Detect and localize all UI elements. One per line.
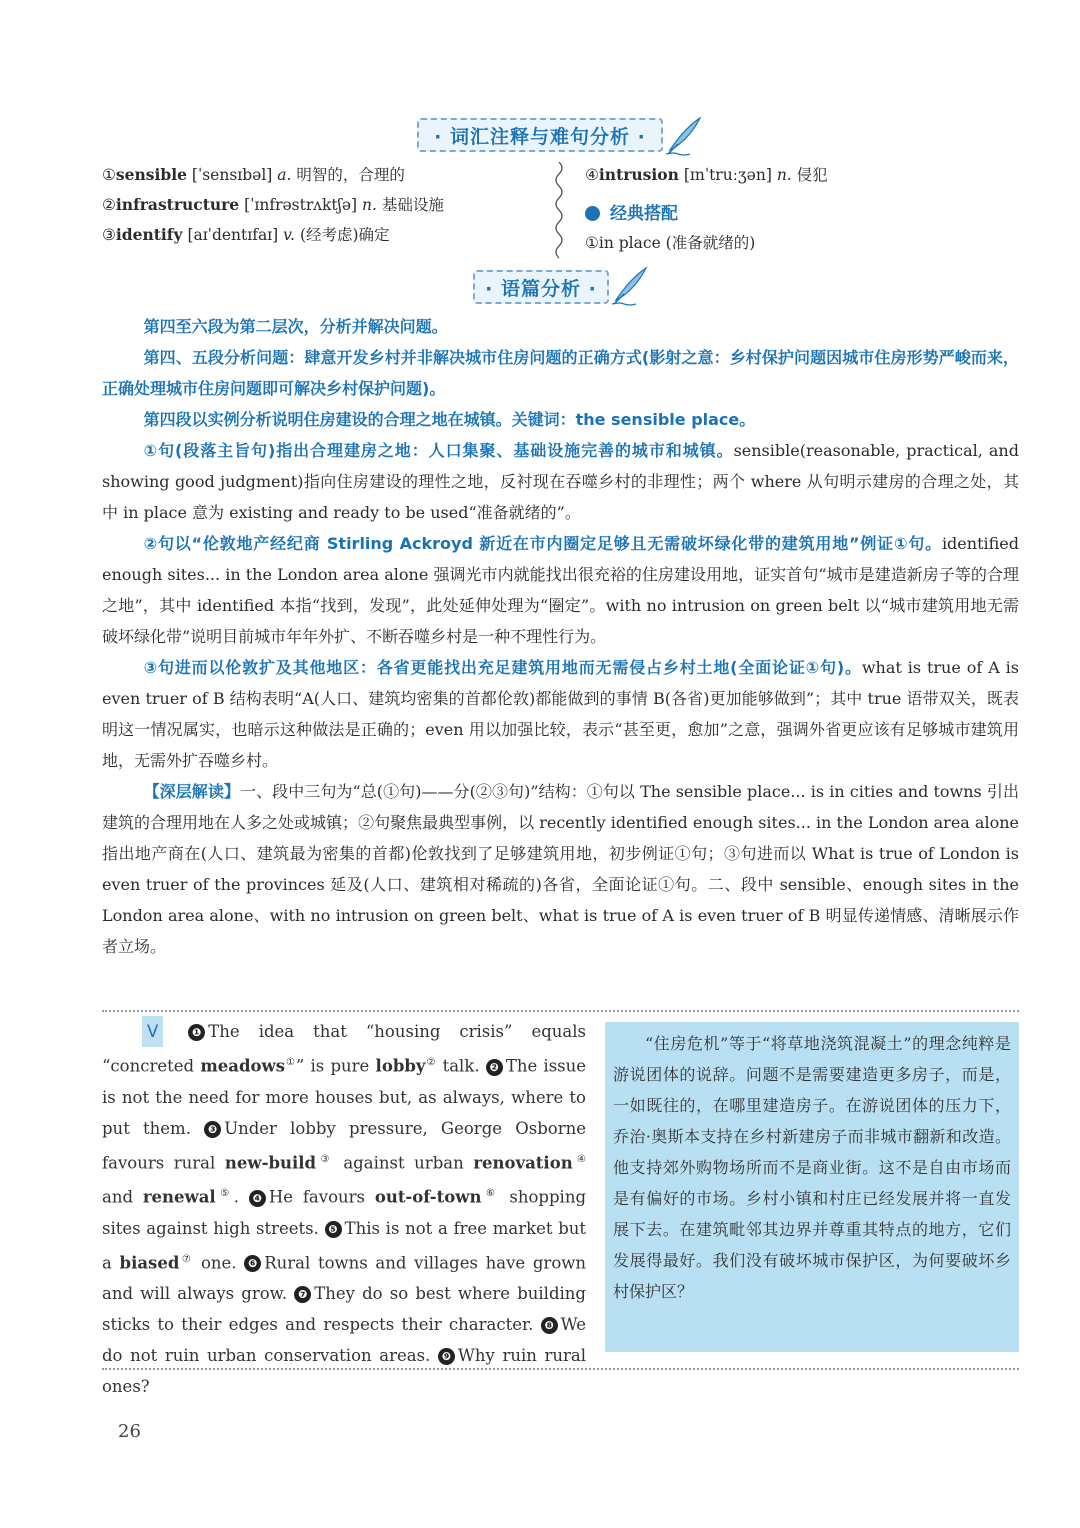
vocab-item: ③identify [aɪˈdentɪfaɪ] v. (经考虑)确定	[102, 225, 390, 244]
divider-top	[102, 1010, 1019, 1012]
vocab-section-header	[417, 118, 663, 152]
vocab-item: ④intrusion [ɪnˈtruːʒən] n. 侵犯	[585, 165, 828, 184]
page-number: 26	[118, 1421, 141, 1442]
vocab-item: ①sensible [ˈsensɪbəl] a. 明智的，合理的	[102, 165, 405, 184]
analysis-paragraph: ①句(段落主旨句)指出合理建房之地：人口集聚、基础设施完善的城市和城镇。sensible(reasonable, practical, and showing good judgment)指向住房建设的理性之地，反衬现在吞噬乡村的非理性；两个 where 从句明示建房的合理之处，其中 in place 意为 existing and ready to be used“准备就绪的”。	[102, 441, 1019, 522]
quill-pen-icon	[610, 264, 650, 306]
bullet-dot-icon	[585, 206, 600, 221]
analysis-paragraph: 第四、五段分析问题：肆意开发乡村并非解决城市住房问题的正确方式(影射之意：乡村保护问题因城市住房形势严峻而来，正确处理城市住房问题即可解决乡村保护问题)。	[102, 348, 1019, 398]
collocation-item: ①in place (准备就绪的)	[585, 234, 756, 252]
analysis-paragraph: 第四至六段为第二层次，分析并解决问题。	[143, 317, 448, 336]
translation-text: “住房危机”等于“将草地浇筑混凝土”的理念纯粹是游说团体的说辞。问题不是需要建造更多房子，而是，一如既往的，在哪里建造房子。在游说团体的压力下，乔治·奥斯本支持在乡村新建房子而非城市翻新和改造。他支持郊外购物场所而不是商业街。这不是自由市场而是有偏好的市场。乡村小镇和村庄已经发展并将一直发展下去。在建筑毗邻其边界并尊重其特点的地方，它们发展得最好。我们没有破坏城市保护区，为何要破坏乡村保护区？	[613, 1034, 1011, 1301]
quill-pen-icon	[664, 114, 704, 156]
analysis-paragraph: ③句进而以伦敦扩及其他地区：各省更能找出充足建筑用地而无需侵占乡村土地(全面论证①句)。what is true of A is even truer of B 结构表明“A(人口、建筑均密集的首都伦敦)都能做到的事情 B(各省)更加能够做到”；其中 true 语带双关，既表明这一情况属实，也暗示这种做法是正确的；even 用以加强比较，表示“甚至更，愈加”之意，强调外省更应该有足够城市建筑用地，无需外扩吞噬乡村。	[102, 658, 1019, 770]
discourse-section-title: · 语篇分析 ·	[485, 277, 597, 300]
analysis-paragraph: ②句以“伦敦地产经纪商 Stirling Ackroyd 新近在市内圈定足够且无需破坏绿化带的建筑用地”例证①句。identified enough sites... in the London area alone 强调光市内就能找出很充裕的住房建设用地，证实首句“城市是建造新房子等的合理之地”，其中 identified 本指“找到，发现”，此处延伸处理为“圈定”。with no intrusion on green belt 以“城市建筑用地无需破坏绿化带”说明目前城市年年外扩、不断吞噬乡村是一种不理性行为。	[102, 534, 1019, 646]
vocab-item: ②infrastructure [ˈɪnfrəstrʌktʃə] n. 基础设施	[102, 195, 444, 214]
vocab-section-title: · 词汇注释与难句分析 ·	[434, 125, 646, 148]
analysis-paragraph: 【深层解读】一、段中三句为“总(①句)——分(②③句)”结构：①句以 The sensible place... is in cities and towns 引出建筑的合理用地在人多之处或城镇；②句聚焦最典型事例，以 recently identified enough sites... in the London area alone 指出地产商在(人口、建筑最为密集的首都)伦敦找到了足够建筑用地，初步例证①句；③句进而以 What is true of London is even truer of the provinces 延及(人口、建筑相对稀疏的)各省，全面论证①句。二、段中 sensible、enough sites in the London area alone、with no intrusion on green belt、what is true of A is even truer of B 明显传递情感、清晰展示作者立场。	[102, 782, 1019, 956]
passage-paragraph: V ❶ The idea that “housing crisis” equals “concreted meadows①” is pure lobby② talk. ❷ The issue is not the need for more houses but, as always, where to put them. ❸ Under lobby pressure, George Osborne favours rural new-build③ against urban renovation④ and renewal⑤. ❹ He favours out-of-town⑥ shopping sites against high streets. ❺ This is not a free market but a biased⑦ one. ❻ Rural towns and villages have grown and will always grow. ❼ They do so best where building sticks to their edges and respects their character. ❽ We do not ruin urban conservation areas. ❾ Why ruin rural ones?	[102, 1016, 586, 1402]
paragraph-label: V	[142, 1016, 163, 1047]
discourse-analysis	[102, 311, 1019, 962]
divider-bottom	[102, 1368, 1019, 1370]
analysis-paragraph: 第四段以实例分析说明住房建设的合理之地在城镇。关键词：the sensible place。	[143, 410, 756, 429]
vocab-left-list	[102, 160, 444, 250]
discourse-section-header	[473, 270, 609, 304]
collocation-heading: 经典搭配	[585, 200, 828, 229]
translation-box	[605, 1022, 1019, 1352]
wavy-divider	[552, 162, 566, 262]
vocab-right-list	[585, 160, 828, 258]
